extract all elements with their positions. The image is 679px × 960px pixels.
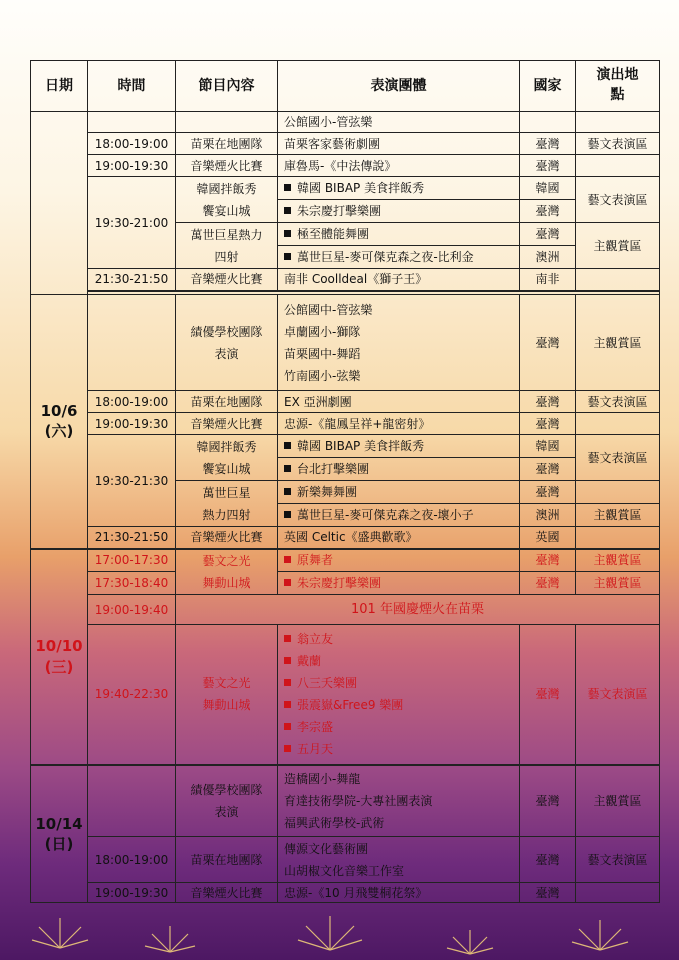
bullet-icon [284,701,291,708]
performer: 萬世巨星-麥可傑克森之夜-比利金 [278,246,520,269]
table-row [31,391,660,413]
venue: 主觀賞區 [576,295,660,391]
table-row [31,595,660,625]
performer-list: 造橋國小-舞龍 育達技術學院-大專社團表演 福興武術學校-武術 [278,765,520,837]
program: 藝文之光 舞動山城 [176,549,278,595]
time: 19:30-21:30 [88,435,176,527]
header-group: 表演團體 [278,61,520,112]
country: 臺灣 [520,625,576,765]
performer: 忠源-《10 月飛雙桐花祭》 [278,883,520,903]
country: 臺灣 [520,481,576,504]
bullet-icon [284,635,291,642]
table-row [31,765,660,837]
performer-list: 公館國中-管弦樂 卓蘭國小-獅隊 苗栗國中-舞蹈 竹南國小-弦樂 [278,295,520,391]
program: 績優學校團隊 表演 [176,765,278,837]
program: 音樂煙火比賽 [176,269,278,291]
table-row [31,549,660,572]
table-row [31,295,660,391]
venue: 主觀賞區 [576,223,660,269]
program: 音樂煙火比賽 [176,155,278,177]
country: 澳洲 [520,504,576,527]
performer: 英國 Celtic《盛典歡歌》 [278,527,520,549]
time: 19:00-19:30 [88,413,176,435]
venue: 藝文表演區 [576,133,660,155]
time: 19:40-22:30 [88,625,176,765]
program: 藝文之光 舞動山城 [176,625,278,765]
country: 臺灣 [520,413,576,435]
country: 臺灣 [520,223,576,246]
venue: 藝文表演區 [576,837,660,883]
venue: 藝文表演區 [576,177,660,223]
program: 韓國拌飯秀 饗宴山城 [176,435,278,481]
time: 21:30-21:50 [88,269,176,291]
performer: 苗栗客家藝術劇團 [278,133,520,155]
bullet-icon [284,556,291,563]
venue: 主觀賞區 [576,549,660,572]
bullet-icon [284,442,291,449]
time: 18:00-19:00 [88,837,176,883]
performer: 台北打擊樂團 [278,458,520,481]
table-row [31,837,660,883]
table-row [31,625,660,765]
bullet-icon [284,579,291,586]
performer: 朱宗慶打擊樂團 [278,200,520,223]
time: 18:00-19:00 [88,391,176,413]
country: 臺灣 [520,295,576,391]
date-cell: 10/10 (三) [31,549,88,765]
performer: EX 亞洲劇團 [278,391,520,413]
table-row [31,133,660,155]
table-row [31,269,660,291]
bullet-icon [284,679,291,686]
performer: 公館國小-管弦樂 [278,112,520,133]
table-row [31,177,660,200]
country: 臺灣 [520,391,576,413]
time: 18:00-19:00 [88,133,176,155]
bullet-icon [284,253,291,260]
program: 音樂煙火比賽 [176,413,278,435]
country: 英國 [520,527,576,549]
venue: 藝文表演區 [576,625,660,765]
table-row [31,413,660,435]
program: 韓國拌飯秀 饗宴山城 [176,177,278,223]
bullet-icon [284,745,291,752]
country: 臺灣 [520,133,576,155]
bullet-icon [284,184,291,191]
bullet-icon [284,657,291,664]
country: 臺灣 [520,837,576,883]
program: 績優學校團隊 表演 [176,295,278,391]
bullet-icon [284,465,291,472]
time: 17:30-18:40 [88,572,176,595]
country: 韓國 [520,177,576,200]
program: 苗栗在地團隊 [176,133,278,155]
venue: 藝文表演區 [576,435,660,481]
header-date: 日期 [31,61,88,112]
header-country: 國家 [520,61,576,112]
performer: 極至體能舞團 [278,223,520,246]
program: 萬世巨星 熱力四射 [176,481,278,527]
country: 臺灣 [520,572,576,595]
program: 音樂煙火比賽 [176,527,278,549]
country: 韓國 [520,435,576,458]
fireworks-icon [0,900,679,960]
country: 南非 [520,269,576,291]
program: 音樂煙火比賽 [176,883,278,903]
performer: 韓國 BIBAP 美食拌飯秀 [278,177,520,200]
time: 19:00-19:30 [88,883,176,903]
performer: 朱宗慶打擊樂團 [278,572,520,595]
performer: 新樂舞舞團 [278,481,520,504]
performer-list: 翁立友 戴蘭 八三夭樂團 張震嶽&Free9 樂團 李宗盛 五月天 [278,625,520,765]
table-row [31,435,660,458]
performer: 庫魯馬-《中法傳說》 [278,155,520,177]
schedule-table [30,60,660,903]
performer: 忠源-《龍鳳呈祥+龍密射》 [278,413,520,435]
country: 臺灣 [520,549,576,572]
country: 臺灣 [520,883,576,903]
program: 苗栗在地團隊 [176,391,278,413]
header-row [31,61,660,112]
bullet-icon [284,488,291,495]
table-row [31,155,660,177]
venue: 藝文表演區 [576,391,660,413]
bullet-icon [284,207,291,214]
time: 19:30-21:00 [88,177,176,269]
venue: 主觀賞區 [576,765,660,837]
date-cell [31,112,88,295]
table-row [31,527,660,549]
program: 苗栗在地團隊 [176,837,278,883]
bullet-icon [284,230,291,237]
bullet-icon [284,723,291,730]
header-program: 節目內容 [176,61,278,112]
table-row [31,112,660,133]
bullet-icon [284,511,291,518]
time: 19:00-19:30 [88,155,176,177]
country: 臺灣 [520,765,576,837]
country: 臺灣 [520,458,576,481]
country: 臺灣 [520,155,576,177]
date-cell: 10/6 (六) [31,295,88,549]
performer: 南非 Coolldeal《獅子王》 [278,269,520,291]
performer-list: 傳源文化藝術團 山胡椒文化音樂工作室 [278,837,520,883]
venue: 主觀賞區 [576,572,660,595]
header-venue: 演出地 點 [576,61,660,112]
country: 臺灣 [520,200,576,223]
time: 21:30-21:50 [88,527,176,549]
date-cell: 10/14 (日) [31,765,88,903]
performer: 萬世巨星-麥可傑克森之夜-壞小子 [278,504,520,527]
special-note: 101 年國慶煙火在苗栗 [176,595,660,625]
table-row [31,572,660,595]
program: 萬世巨星熱力 四射 [176,223,278,269]
venue: 主觀賞區 [576,504,660,527]
country: 澳洲 [520,246,576,269]
performer: 韓國 BIBAP 美食拌飯秀 [278,435,520,458]
time: 17:00-17:30 [88,549,176,572]
time: 19:00-19:40 [88,595,176,625]
performer: 原舞者 [278,549,520,572]
fireworks-decoration [0,900,679,960]
header-time: 時間 [88,61,176,112]
